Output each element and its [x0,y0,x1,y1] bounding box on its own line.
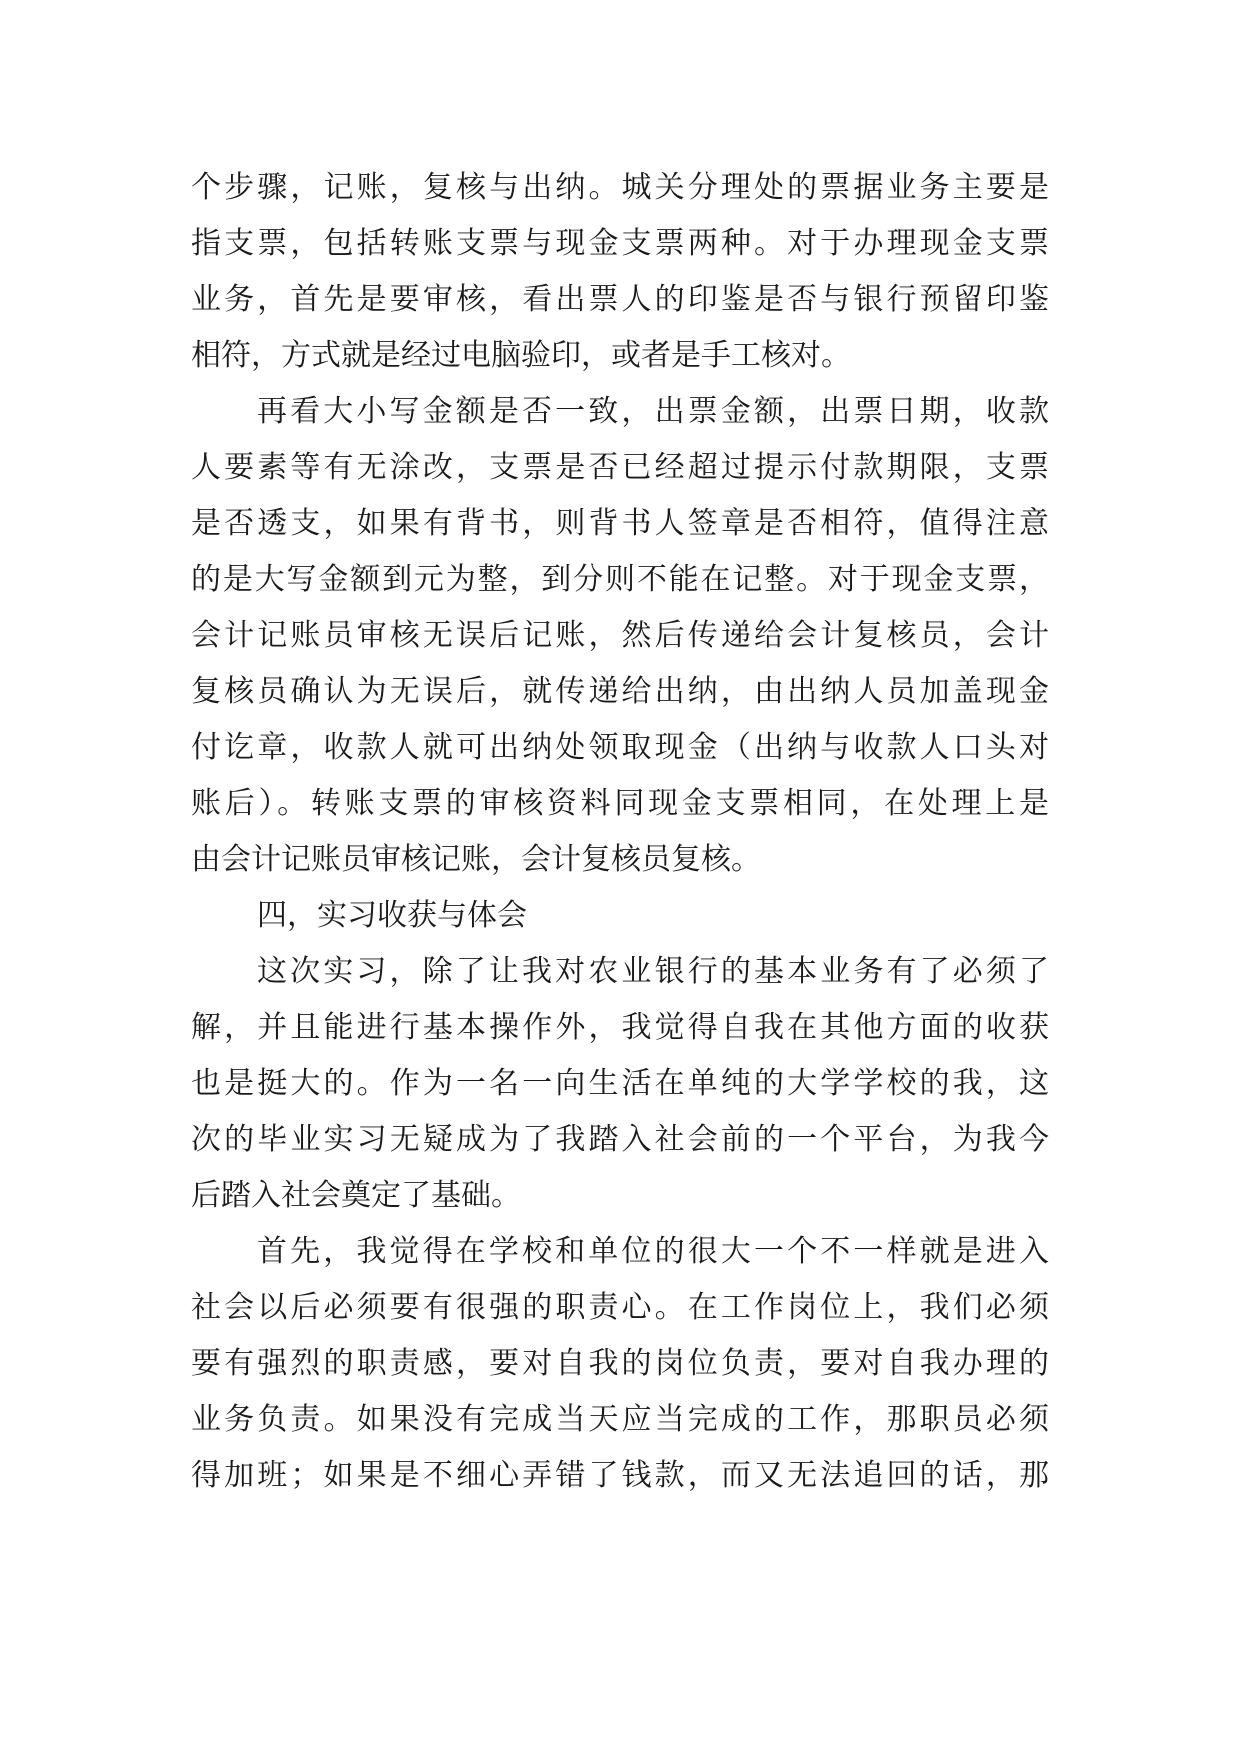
text-line: 人要素等有无涂改，支票是否已经超过提示付款期限，支票 [191,450,1049,485]
text-line: 指支票，包括转账支票与现金支票两种。对于办理现金支票 [191,226,1049,261]
text-line: 的是大写金额到元为整，到分则不能在记整。对于现金支票， [191,562,1049,597]
text-line: 次的毕业实习无疑成为了我踏入社会前的一个平台，为我今 [191,1122,1049,1157]
text-line: 得加班；如果是不细心弄错了钱款，而又无法追回的话，那 [191,1458,1049,1493]
text-line: 后踏入社会奠定了基础。 [191,1178,521,1213]
text-line: 个步骤，记账，复核与出纳。城关分理处的票据业务主要是 [191,170,1049,205]
text-line: 解，并且能进行基本操作外，我觉得自我在其他方面的收获 [191,1010,1049,1045]
text-line: 付讫章，收款人就可出纳处领取现金（出纳与收款人口头对 [191,730,1049,765]
text-line: 业务负责。如果没有完成当天应当完成的工作，那职员必须 [191,1402,1049,1437]
paragraph-first-line: 再看大小写金额是否一致，出票金额，出票日期，收款 [257,394,1049,429]
text-line: 也是挺大的。作为一名一向生活在单纯的大学学校的我，这 [191,1066,1049,1101]
text-line: 业务，首先是要审核，看出票人的印鉴是否与银行预留印鉴 [191,282,1049,317]
text-line: 复核员确认为无误后，就传递给出纳，由出纳人员加盖现金 [191,674,1049,709]
text-line: 由会计记账员审核记账，会计复核员复核。 [191,842,761,877]
text-line: 相符，方式就是经过电脑验印，或者是手工核对。 [191,338,851,373]
text-line: 要有强烈的职责感，要对自我的岗位负责，要对自我办理的 [191,1346,1049,1381]
text-line: 会计记账员审核无误后记账，然后传递给会计复核员，会计 [191,618,1049,653]
body-text [191,160,1049,1504]
text-line: 账后）。转账支票的审核资料同现金支票相同，在处理上是 [191,786,1049,821]
text-line: 社会以后必须要有很强的职责心。在工作岗位上，我们必须 [191,1290,1049,1325]
paragraph-first-line: 这次实习，除了让我对农业银行的基本业务有了必须了 [257,954,1049,989]
paragraph-first-line: 四，实习收获与体会 [257,898,527,933]
paragraph-first-line: 首先，我觉得在学校和单位的很大一个不一样就是进入 [257,1234,1049,1269]
text-line: 是否透支，如果有背书，则背书人签章是否相符，值得注意 [191,506,1049,541]
